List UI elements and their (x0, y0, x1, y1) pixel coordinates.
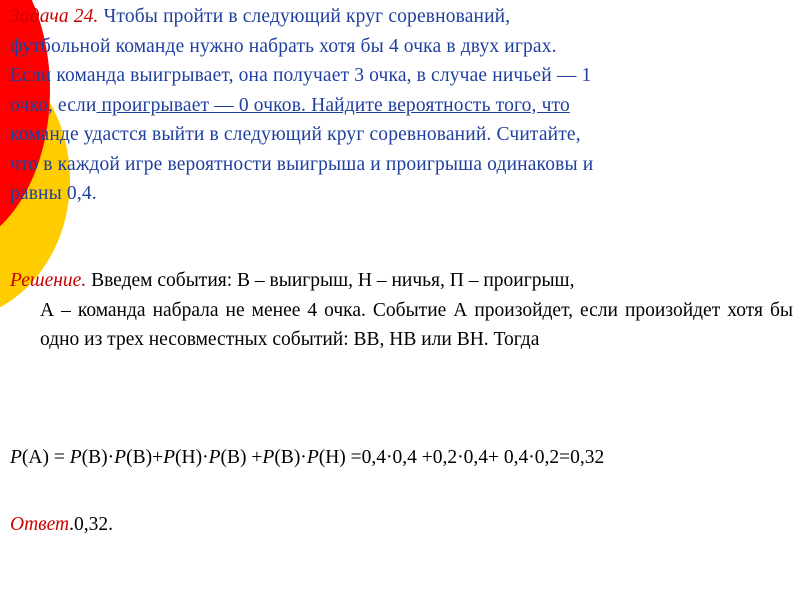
solution-body: А – команда набрала не менее 4 очка. Событие А произойдет, если произойдет хотя бы одно из трех несовместных событий: ВВ, НВ или ВН. Тогда (40, 299, 793, 350)
problem-line-2: футбольной команде нужно набрать хотя бы 4 очка в двух играх. (10, 35, 557, 57)
probability-formula (10, 443, 800, 473)
answer-line (10, 510, 510, 540)
problem-line-4-underlined: проигрывает — 0 очков. Найдите вероятность того, что (96, 94, 570, 116)
formula-p: P (69, 447, 82, 468)
formula-p: P (114, 447, 127, 468)
solution-line-1 (10, 266, 793, 296)
formula-p: P (10, 447, 22, 468)
formula-p: P (306, 447, 319, 468)
solution-paragraph (10, 266, 793, 355)
problem-line-7: равны 0,4. (10, 183, 97, 204)
formula-part: (Н) =0,4·0,4 +0,2·0,4+ 0,4·0,2=0,32 (318, 447, 605, 468)
answer-value: .0,32. (69, 514, 113, 535)
problem-line-6: что в каждой игре вероятности выигрыша и проигрыша одинаковы и (10, 153, 594, 175)
formula-part: (В)· (274, 447, 307, 468)
problem-line-1 (10, 2, 800, 32)
problem-label: Задача 24. (10, 6, 99, 27)
problem-line-4 (10, 91, 800, 121)
formula-part: (А) = (21, 447, 70, 468)
formula-part: (В) + (220, 447, 263, 468)
problem-line-5: команде удастся выйти в следующий круг соревнований. Считайте, (10, 124, 581, 145)
solution-label: Решение. (10, 270, 87, 291)
formula-p: P (208, 447, 221, 468)
problem-line-4-start: очко, если (10, 94, 97, 116)
formula-p: P (163, 447, 176, 468)
formula-part: (Н)· (175, 447, 209, 468)
formula-part: (В)+ (126, 447, 164, 468)
answer-label: Ответ (10, 514, 70, 535)
problem-line-3: Если команда выигрывает, она получает 3 очка, в случае ничьей — 1 (10, 65, 592, 86)
formula-part: (В)· (81, 447, 115, 468)
problem-text: Чтобы пройти в следующий круг соревнований, (98, 6, 511, 27)
solution-intro: Введем события: В – выигрыш, Н – ничья, П – проигрыш, (86, 270, 575, 291)
problem-statement (10, 2, 800, 209)
formula-p: P (262, 447, 275, 468)
